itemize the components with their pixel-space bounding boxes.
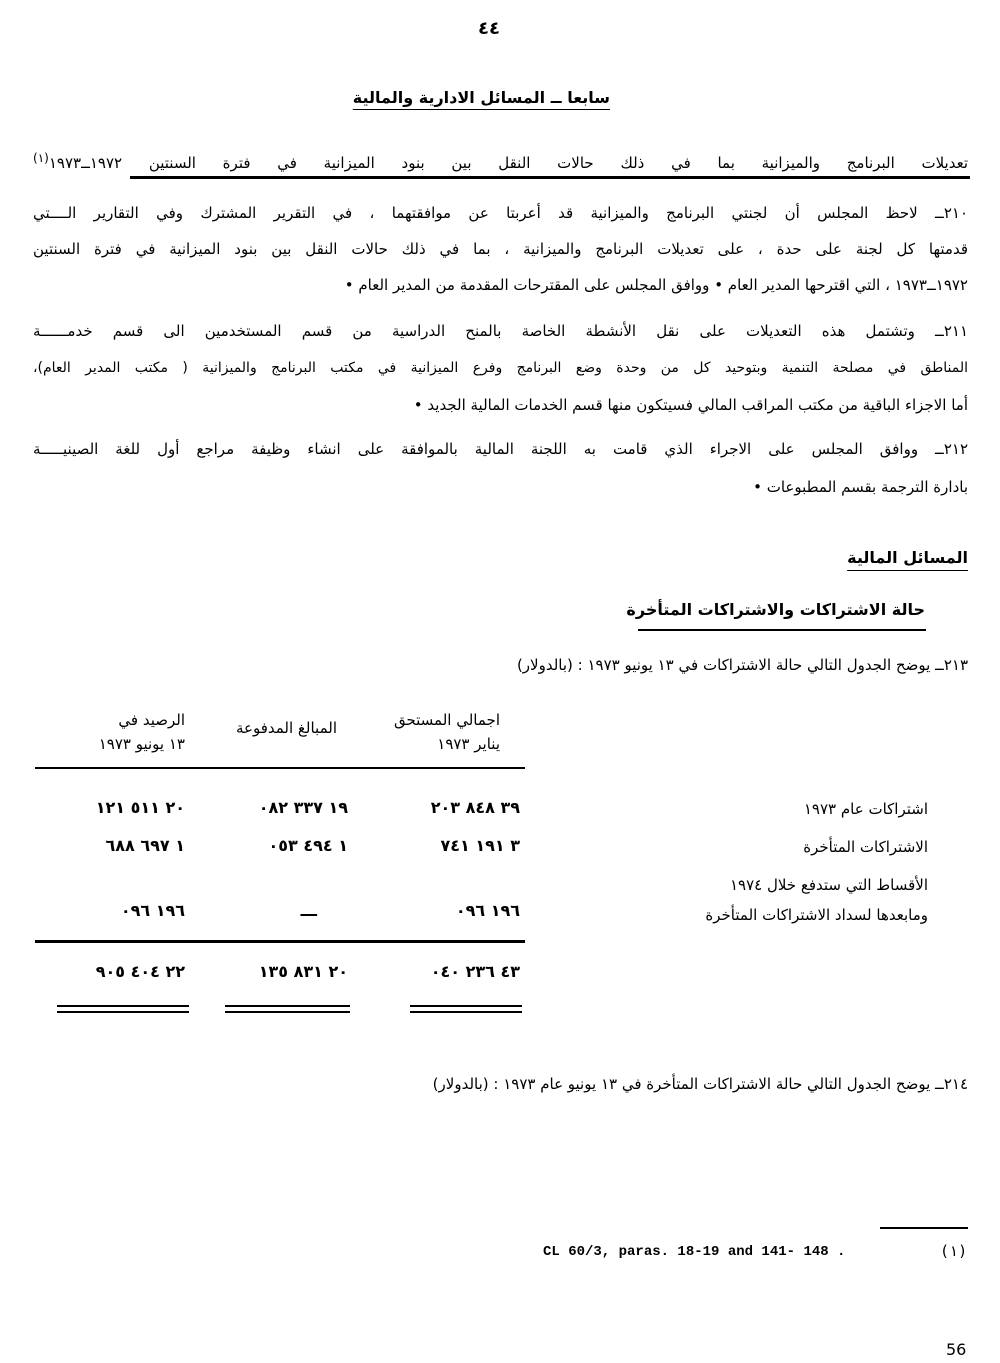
para-213: ٢١٣ــ يوضح الجدول التالي حالة الاشتراكات في ١٣ يونيو ١٩٧٣ : (بالدولار) xyxy=(516,656,968,674)
col-header-total-due xyxy=(394,708,500,756)
para-210-line-3: ١٩٧٢ــ١٩٧٣ ، التي اقترحها المدير العام • ووافق المجلس على المقترحات المقدمة من المدير العام • xyxy=(344,276,968,294)
totals-rule xyxy=(35,940,525,943)
total-paid: ٢٠ ٨٣١ ١٣٥ xyxy=(258,962,348,981)
cell-balance: ١ ٦٩٧ ٦٨٨ xyxy=(105,836,185,855)
double-underline xyxy=(57,1005,189,1007)
double-underline xyxy=(225,1005,350,1007)
row-label-line: ومابعدها لسداد الاشتراكات المتأخرة xyxy=(705,906,928,924)
section-heading: سابعا ــ المسائل الادارية والمالية xyxy=(352,88,610,107)
header-line: الرصيد في xyxy=(118,711,185,729)
row-label: اشتراكات عام ١٩٧٣ xyxy=(803,800,928,818)
para-211-line-3: أما الاجزاء الباقية من مكتب المراقب المالي فسيتكون منها قسم الخدمات المالية الجديد • xyxy=(413,396,968,414)
cell-total-due: ١٩٦ ٠٩٦ xyxy=(455,901,520,920)
row-label: الاشتراكات المتأخرة xyxy=(803,838,928,856)
header-line: اجمالي المستحق xyxy=(393,711,500,729)
cell-total-due: ٣ ١٩١ ٧٤١ xyxy=(440,836,520,855)
header-line: ١٣ يونيو ١٩٧٣ xyxy=(98,735,185,753)
financial-heading: المسائل المالية xyxy=(847,548,968,567)
cell-balance: ١٩٦ ٠٩٦ xyxy=(120,901,185,920)
para-210-line-2: قدمتها كل لجنة على حدة ، على تعديلات البرنامج والميزانية ، بما في ذلك حالات النقل بين بنود الميزانية في فترة السنتين xyxy=(33,240,968,258)
cell-paid: ١٩ ٣٣٧ ٠٨٢ xyxy=(258,798,348,817)
para-210-line-1: ٢١٠ــ لاحظ المجلس أن لجنتي البرنامج والميزانية قد أعربتا عن موافقتهما ، في التقرير المشترك وفي التقارير الــــتي xyxy=(33,204,968,222)
footnote-text: CL 60/3, paras. 18-19 and 141- 148 . xyxy=(543,1244,846,1260)
para-211-line-1: ٢١١ــ وتشتمل هذه التعديلات على نقل الأنشطة الخاصة بالمنح الدراسية من قسم المستخدمين الى قسم خدمــــــة xyxy=(33,322,968,340)
para-212-line-1: ٢١٢ــ ووافق المجلس على الاجراء الذي قامت به اللجنة المالية بالموافقة على انشاء وظيفة مراجع أول للغة الصينيـــــة xyxy=(33,440,968,458)
col-header-paid xyxy=(236,716,337,740)
col-header-balance xyxy=(99,708,185,756)
row-label-line: الأقساط التي ستدفع خلال ١٩٧٤ xyxy=(729,876,928,894)
cell-paid: ١ ٤٩٤ ٠٥٣ xyxy=(268,836,348,855)
contributions-rule xyxy=(638,629,926,631)
page-number-top: ٤٤ xyxy=(478,18,500,39)
total-balance: ٢٢ ٤٠٤ ٩٠٥ xyxy=(95,962,185,981)
topic-title xyxy=(33,148,968,173)
cell-total-due: ٣٩ ٨٤٨ ٢٠٣ xyxy=(430,798,520,817)
para-212-line-2: بادارة الترجمة بقسم المطبوعات • xyxy=(753,478,968,496)
header-line: المبالغ المدفوعة xyxy=(235,719,337,737)
header-line: يناير ١٩٧٣ xyxy=(437,735,500,753)
para-211-line-2: المناطق في مصلحة التنمية وبتوحيد كل من وحدة وضع البرنامج وفرع الميزانية في مكتب البرنامج والميزانية ( مكتب المدير العام)، xyxy=(33,360,968,376)
page-number-bottom: 56 xyxy=(946,1340,967,1359)
cell-paid: ـــ xyxy=(300,901,317,920)
double-underline xyxy=(410,1005,522,1007)
footnote-ref: (١) xyxy=(33,151,49,165)
total-due: ٤٣ ٢٣٦ ٠٤٠ xyxy=(430,962,520,981)
para-214: ٢١٤ــ يوضح الجدول التالي حالة الاشتراكات المتأخرة في ١٣ يونيو عام ١٩٧٣ : (بالدولار) xyxy=(432,1075,968,1093)
footnote-rule xyxy=(880,1227,968,1229)
cell-balance: ٢٠ ٥١١ ١٢١ xyxy=(95,798,185,817)
title-rule xyxy=(130,176,970,179)
footnote-marker: (١) xyxy=(940,1242,968,1260)
topic-title-text: تعديلات البرنامج والميزانية بما في ذلك حالات النقل بين بنود الميزانية في فترة السنتين ١٩٧٢ــ١٩٧٣ xyxy=(48,154,968,172)
contributions-heading: حالة الاشتراكات والاشتراكات المتأخرة xyxy=(626,600,925,619)
header-rule xyxy=(35,767,525,769)
row-label xyxy=(705,870,928,930)
